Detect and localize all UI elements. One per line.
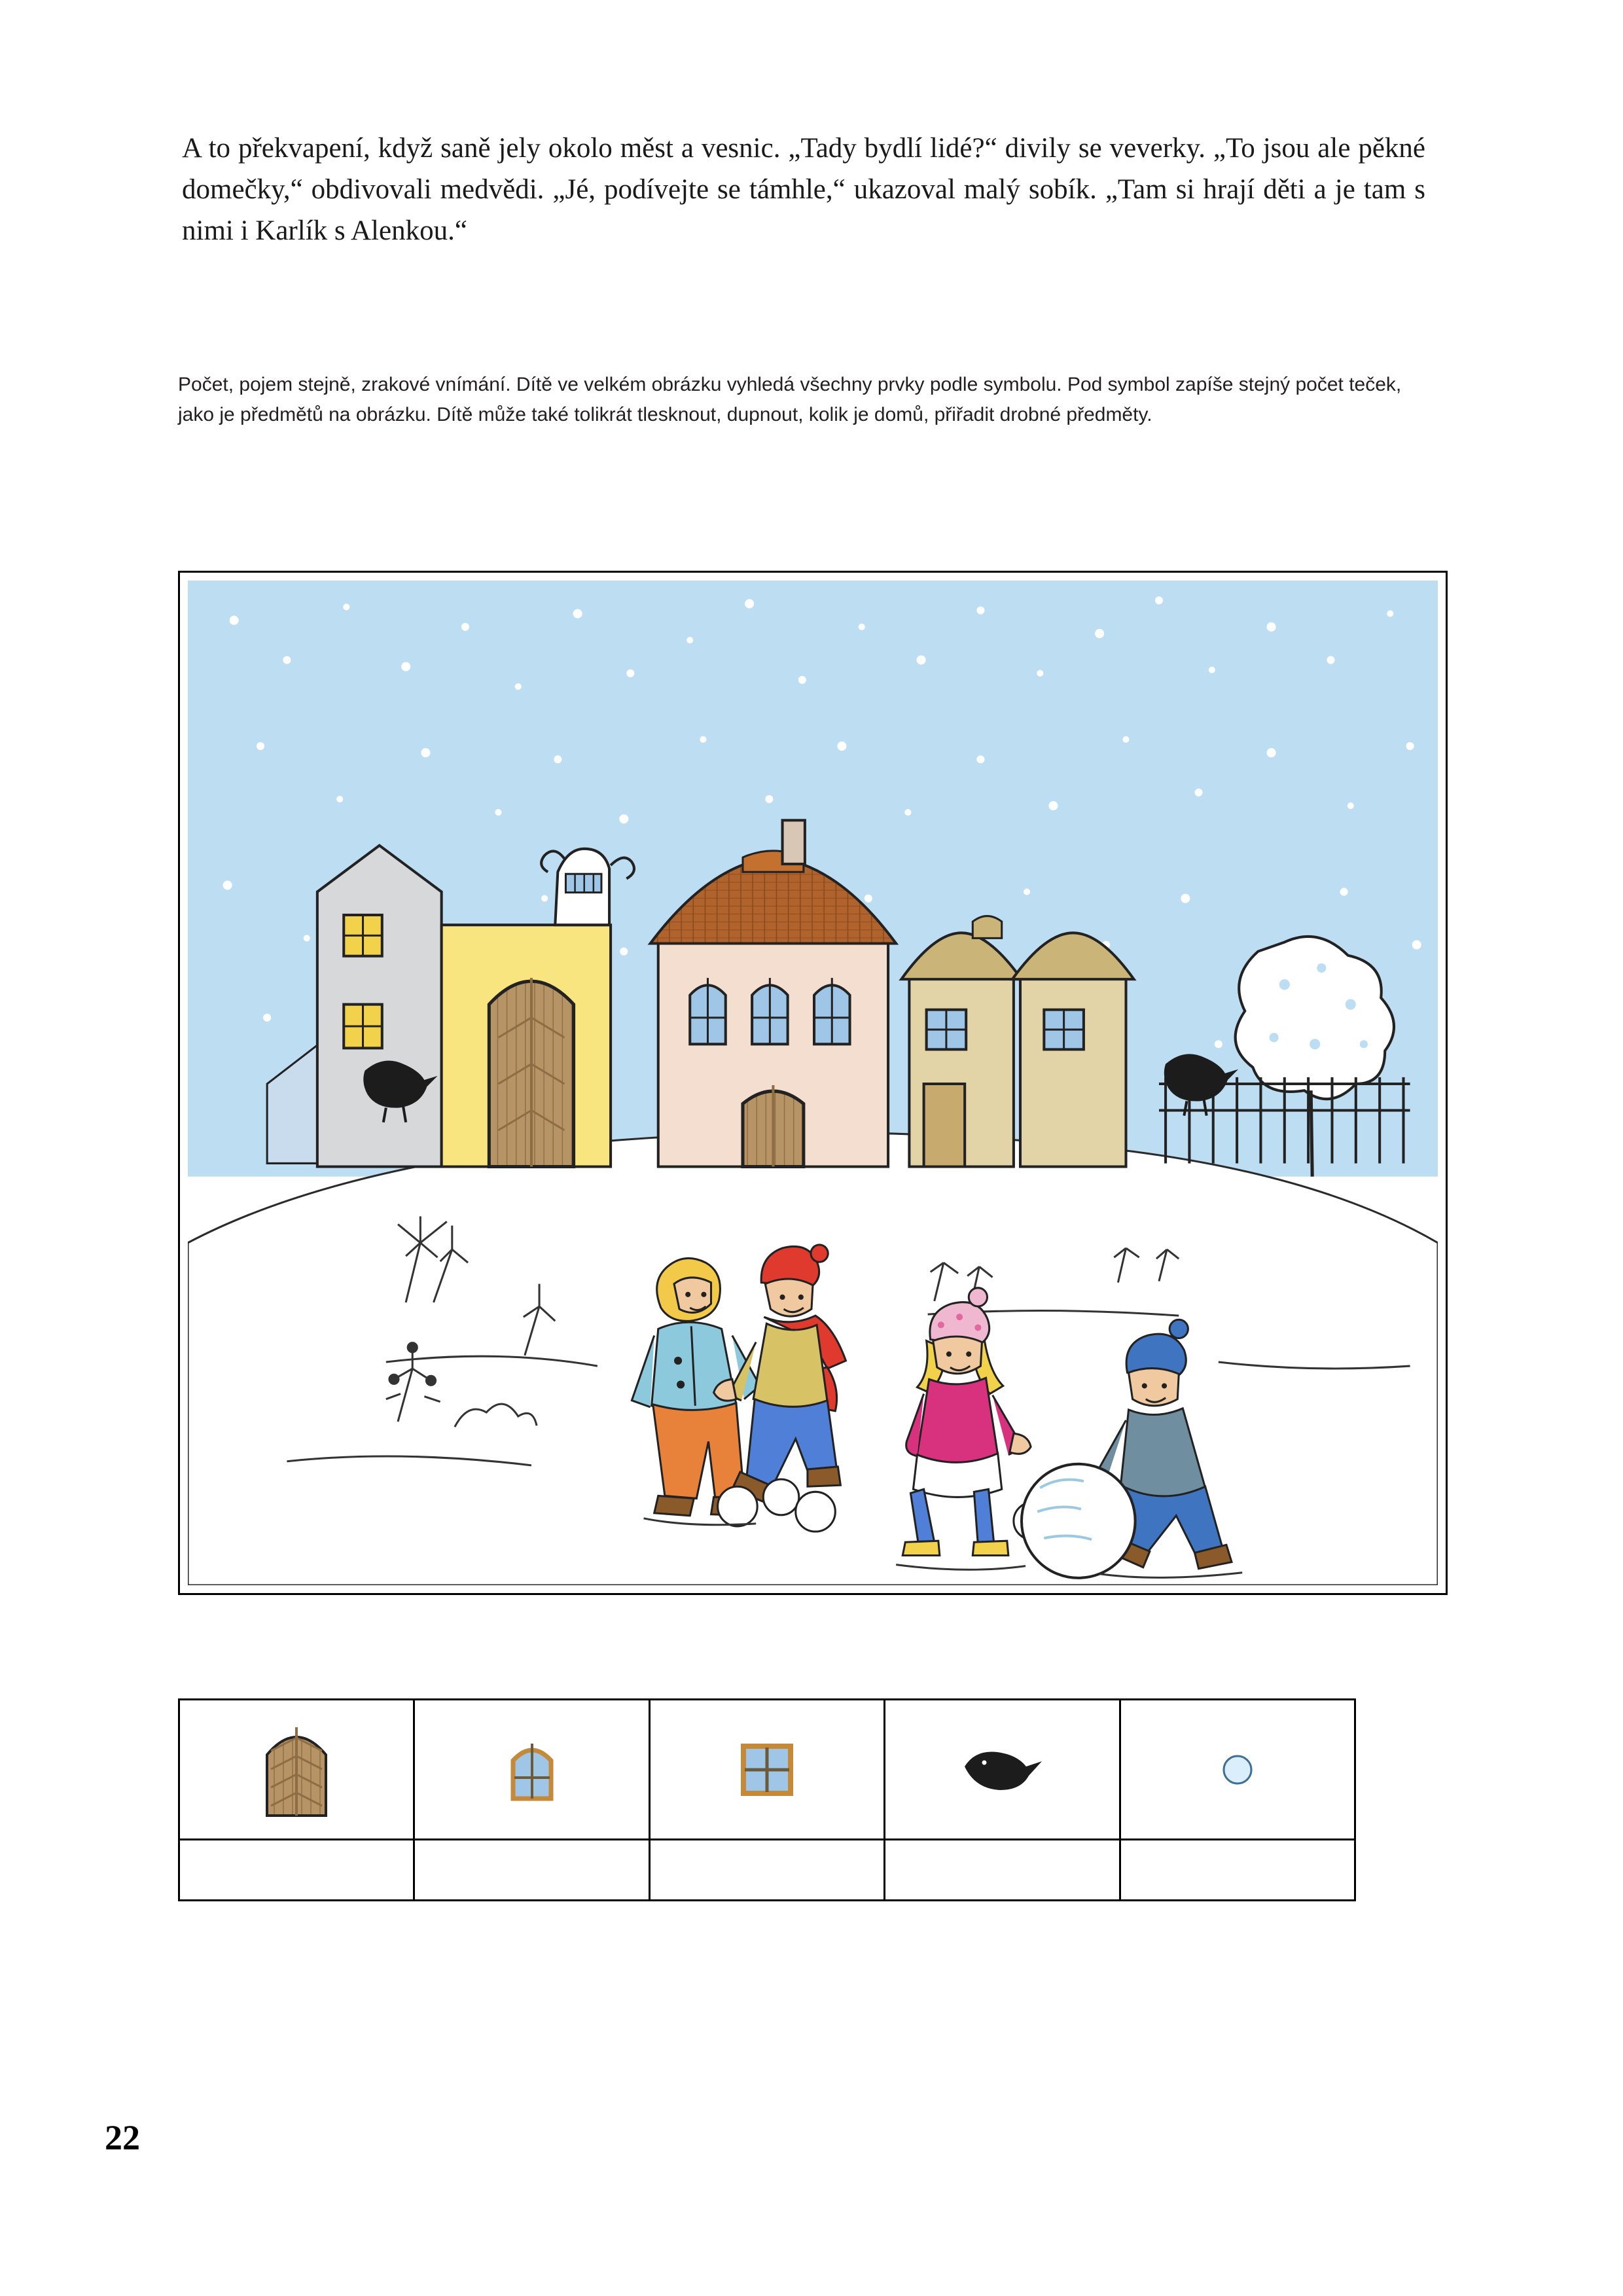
answer-table [178, 1698, 1356, 1901]
arched-window-symbol-icon [509, 1738, 555, 1801]
symbol-cell-square-window [649, 1700, 883, 1839]
square-window-symbol-icon [740, 1742, 794, 1797]
instructions-paragraph: Počet, pojem stejně, zrakové vnímání. Dítě ve velkém obrázku vyhledá všechny prvky podle symbolu. Pod symbol zapíše stejný počet teček, jako je předmětů na obrázku. Dítě může také tolikrát tlesknout, dupnout, kolik je domů, přiřadit drobné předměty. [178, 374, 1402, 425]
big-snowball [1022, 1464, 1135, 1578]
chimney [783, 820, 805, 864]
story-paragraph: A to překvapení, když saně jely okolo měst a vesnic. „Tady bydlí lidé?“ divily se veverky. „To jsou ale pěkné domečky,“ obdivovali medvědi. „Jé, podívejte se támhle,“ ukazoval malý sobík. „Tam si hrají děti a je tam s nimi i Karlík s Alenkou.“ [182, 133, 1425, 247]
story-text [182, 128, 1425, 252]
answer-cell-arched-window[interactable] [413, 1840, 648, 1899]
instructions-text [178, 370, 1408, 430]
page-number: 22 [105, 2118, 140, 2157]
symbol-cell-bird [883, 1700, 1118, 1839]
symbol-cell-gate [180, 1700, 413, 1839]
grey-house [317, 846, 442, 1167]
symbol-cell-snowball [1119, 1700, 1354, 1839]
arched-windows [690, 978, 849, 1044]
illustration-frame [178, 571, 1448, 1595]
answer-cell-square-window[interactable] [649, 1840, 883, 1899]
bird-symbol-icon [959, 1744, 1044, 1795]
snowball-symbol-icon [1220, 1752, 1255, 1787]
answer-row [180, 1839, 1354, 1899]
answer-cell-snowball[interactable] [1119, 1840, 1354, 1899]
gate-symbol-icon [260, 1721, 332, 1819]
winter-village-svg [188, 581, 1438, 1585]
winter-village-scene [188, 581, 1438, 1585]
answer-cell-gate[interactable] [180, 1840, 413, 1899]
symbol-cell-arched-window [413, 1700, 648, 1839]
symbol-row [180, 1700, 1354, 1839]
answer-cell-bird[interactable] [883, 1840, 1118, 1899]
